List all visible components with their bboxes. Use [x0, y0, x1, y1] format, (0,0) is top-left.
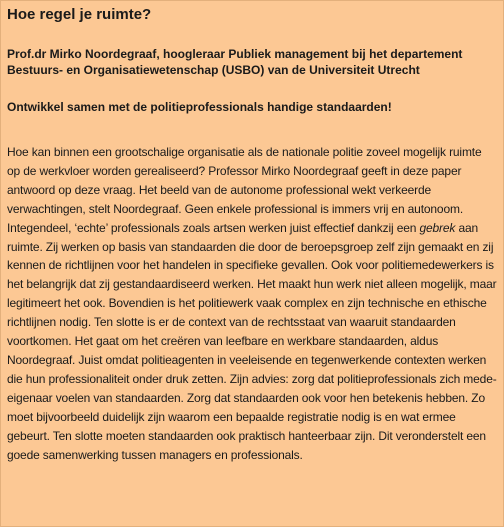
author-line: Prof.dr Mirko Noordegraaf, hoogleraar Publiek management bij het departement Bestuurs- en Organisatiewetenschap (USBO) van de Universiteit Utrecht	[7, 47, 463, 77]
body-text-part2: aan ruimte. Zij werken op basis van standaarden die door de beroepsgroep zelf zijn gemaakt en zij kennen de richtlijnen voor het handelen in specifieke gevallen. Ook voor politiemedewerkers is het belangrijk dat zij gestandaardiseerd werken. Het maakt hun werk niet alleen mogelijk, maar legitimeert het ook. Bovendien is het politiewerk vaak complex en zijn technische en ethische richtlijnen nodig. Ten slotte is er de context van de rechtsstaat van waaruit standaarden voortkomen. Het gaat om het creëren van leefbare en werkbare standaarden, aldus Noordegraaf. Juist omdat politieagenten in veeleisende en tegenwerkende contexten werken die hun professionaliteit onder druk zetten. Zijn advies: zorg dat politieprofessionals zich mede-eigenaar voelen van standaarden. Zorg dat standaarden ook voor hen betekenis hebben. Zo moet bijvoorbeeld duidelijk zijn waarom een bepaalde registratie nodig is en wat ermee gebeurt. Ten slotte moeten standaarden ook praktisch hanteerbaar zijn. Dit veronderstelt een goede samenwerking tussen managers en professionals.	[7, 220, 497, 462]
body-emphasis: gebrek	[419, 220, 456, 235]
article-title: Hoe regel je ruimte?	[7, 6, 152, 23]
article-subtitle: Ontwikkel samen met de politieprofessionals handige standaarden!	[7, 100, 392, 114]
article-body	[7, 143, 497, 464]
body-text-part1: Hoe kan binnen een grootschalige organisatie als de nationale politie zoveel mogelijk ruimte op de werkvloer worden gerealiseerd? Professor Mirko Noordegraaf geeft in deze paper antwoord op deze vraag. Het beeld van de autonome professional wekt verkeerde verwachtingen, stelt Noordegraaf. Geen enkele professional is immers vrij en autonoom. Integendeel, ‘echte’ professionals zoals artsen werken juist effectief dankzij een	[7, 145, 482, 235]
